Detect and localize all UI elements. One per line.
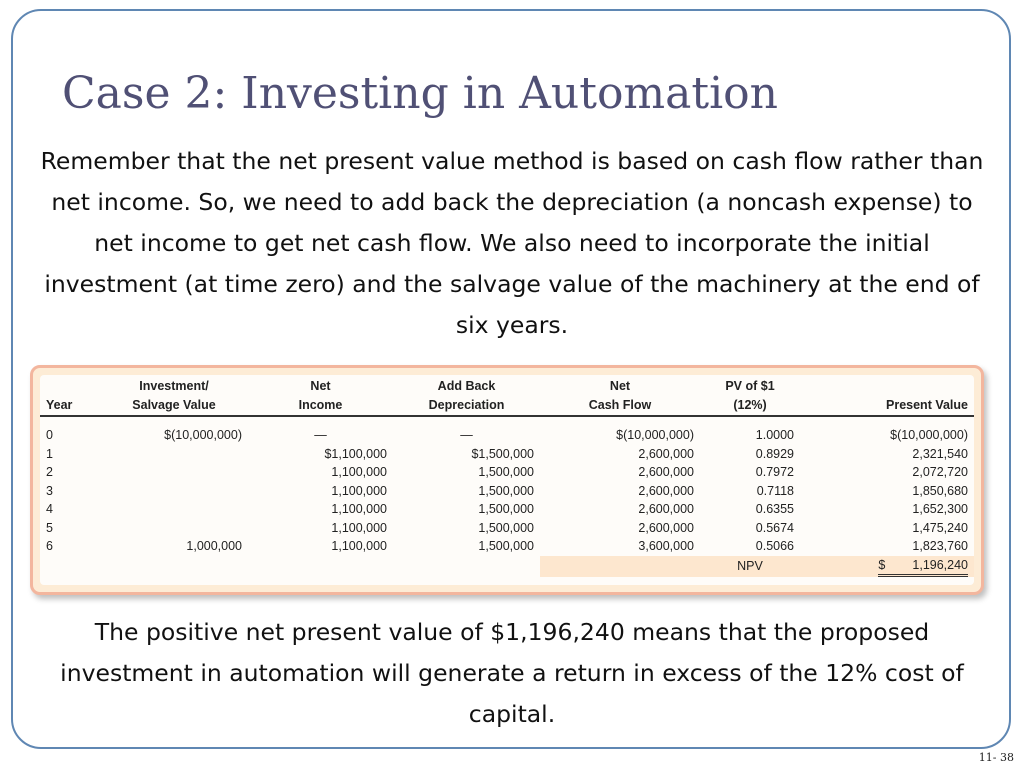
cell-present-value: 2,321,540 bbox=[912, 446, 968, 461]
table-row bbox=[40, 500, 974, 519]
cell-net-cash-flow: 2,600,000 bbox=[638, 483, 694, 498]
cell-net-income: 1,100,000 bbox=[331, 539, 387, 553]
cell-add-back: 1,500,000 bbox=[478, 483, 534, 498]
cell-net-cash-flow: 3,600,000 bbox=[638, 539, 694, 553]
npv-table-inner bbox=[40, 375, 974, 585]
cell-pv-factor: 0.6355 bbox=[755, 502, 794, 516]
cell-add-back: 1,500,000 bbox=[478, 539, 534, 553]
cell-add-back: 1,500,000 bbox=[478, 502, 534, 516]
cell-year: 1 bbox=[46, 446, 53, 461]
table-header-row bbox=[40, 375, 974, 416]
intro-paragraph: Remember that the net present value method is based on cash flow rather than net income. So, we need to add back the depreciation (a noncash expense) to net income to get net cash flow. We also need to incorporate the initial investment (at time zero) and the salvage value of the machinery at the end of six years. bbox=[40, 147, 984, 339]
table-row bbox=[40, 537, 974, 556]
cell-year: 5 bbox=[46, 520, 53, 535]
cell-present-value: 1,823,760 bbox=[912, 539, 968, 553]
conclusion-paragraph: The positive net present value of $1,196,240 means that the proposed investment in automation will generate a return in excess of the 12% cost of capital. bbox=[60, 618, 964, 728]
cell-net-income: 1,100,000 bbox=[331, 520, 387, 535]
table-row bbox=[40, 482, 974, 501]
header-present-value: Present Value bbox=[800, 375, 974, 416]
header-pv-factor: PV of $1 (12%) bbox=[700, 375, 800, 416]
cell-add-back: 1,500,000 bbox=[478, 520, 534, 535]
cell-pv-factor: 0.7118 bbox=[756, 483, 794, 498]
cell-net-cash-flow: $(10,000,000) bbox=[616, 428, 694, 442]
header-net-cash-flow: Net Cash Flow bbox=[540, 375, 700, 416]
header-net-income: Net Income bbox=[248, 375, 393, 416]
header-add-back: Add Back Depreciation bbox=[393, 375, 540, 416]
header-investment: Investment/ Salvage Value bbox=[100, 375, 248, 416]
npv-currency-symbol: $ bbox=[878, 557, 886, 572]
cell-investment bbox=[100, 500, 248, 519]
cell-net-cash-flow: 2,600,000 bbox=[638, 446, 694, 461]
cell-net-income: 1,100,000 bbox=[331, 465, 387, 479]
npv-table-panel bbox=[30, 365, 984, 595]
cell-pv-factor: 0.7972 bbox=[755, 465, 794, 479]
npv-label: NPV bbox=[700, 556, 800, 577]
cell-pv-factor: 0.5066 bbox=[755, 539, 794, 553]
cell-pv-factor: 1.0000 bbox=[755, 428, 794, 442]
cell-net-income: 1,100,000 bbox=[331, 483, 387, 498]
npv-value bbox=[878, 557, 968, 577]
cell-net-income: $1,100,000 bbox=[324, 446, 387, 461]
cell-add-back: $1,500,000 bbox=[471, 446, 534, 461]
cell-present-value: 1,475,240 bbox=[912, 520, 968, 535]
cell-present-value: 2,072,720 bbox=[912, 465, 968, 479]
cell-investment bbox=[100, 463, 248, 482]
table-row bbox=[40, 445, 974, 464]
cell-investment bbox=[100, 519, 248, 538]
cell-investment: $(10,000,000) bbox=[164, 428, 242, 442]
npv-row bbox=[40, 556, 974, 577]
cell-year: 6 bbox=[46, 539, 53, 553]
cell-net-income: — bbox=[314, 428, 327, 442]
cell-pv-factor: 0.5674 bbox=[755, 520, 794, 535]
cell-net-cash-flow: 2,600,000 bbox=[638, 520, 694, 535]
cell-present-value: 1,850,680 bbox=[912, 483, 968, 498]
npv-amount: 1,196,240 bbox=[912, 557, 968, 572]
cell-year: 0 bbox=[46, 428, 53, 442]
npv-table bbox=[40, 375, 974, 577]
cell-present-value: 1,652,300 bbox=[912, 502, 968, 516]
table-row bbox=[40, 463, 974, 482]
cell-net-cash-flow: 2,600,000 bbox=[638, 465, 694, 479]
header-year: Year bbox=[40, 375, 100, 416]
cell-year: 4 bbox=[46, 502, 53, 516]
cell-present-value: $(10,000,000) bbox=[890, 428, 968, 442]
table-row bbox=[40, 416, 974, 445]
cell-net-cash-flow: 2,600,000 bbox=[638, 502, 694, 516]
table-row bbox=[40, 519, 974, 538]
cell-add-back: 1,500,000 bbox=[478, 465, 534, 479]
page-number: 11- 38 bbox=[978, 751, 1014, 764]
cell-add-back: — bbox=[460, 428, 473, 442]
cell-net-income: 1,100,000 bbox=[331, 502, 387, 516]
slide-title: Case 2: Investing in Automation bbox=[62, 68, 778, 119]
cell-investment bbox=[100, 445, 248, 464]
cell-year: 2 bbox=[46, 465, 53, 479]
cell-investment: 1,000,000 bbox=[186, 539, 242, 553]
cell-pv-factor: 0.8929 bbox=[755, 446, 794, 461]
cell-year: 3 bbox=[46, 483, 53, 498]
npv-total bbox=[800, 556, 974, 577]
cell-investment bbox=[100, 482, 248, 501]
